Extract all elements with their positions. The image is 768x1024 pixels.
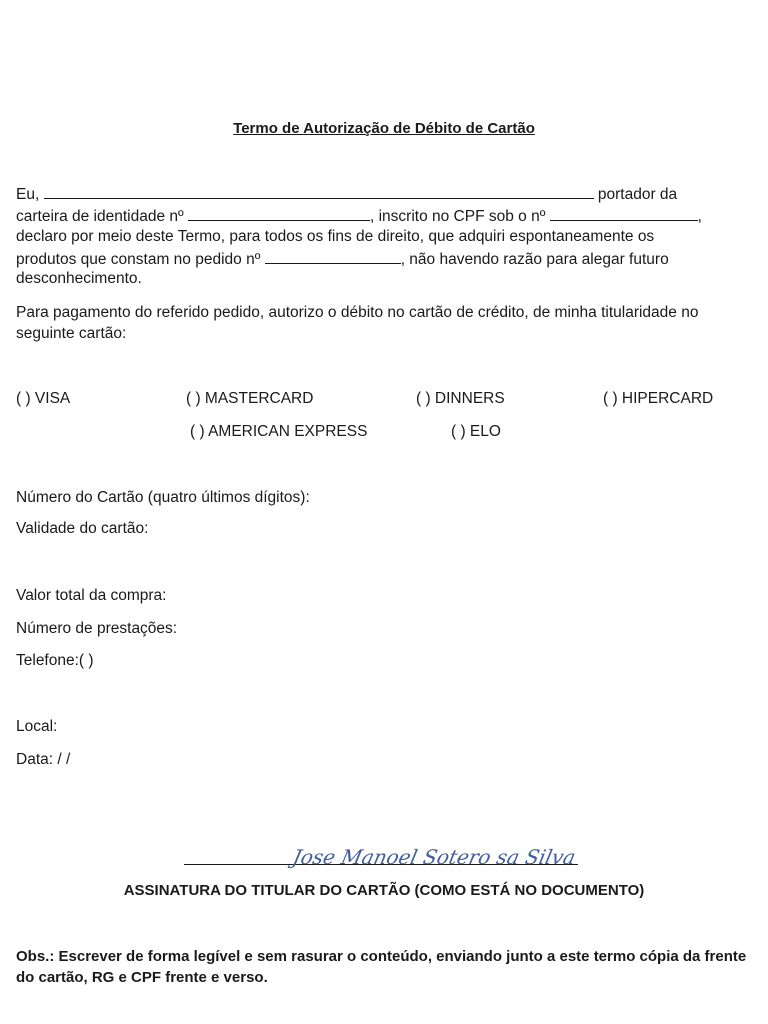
- cpf-blank: [550, 206, 698, 221]
- identity-blank: [188, 206, 370, 221]
- paragraph-2: Para pagamento do referido pedido, autorizo o débito no cartão de crédito, de minha titularidade no seguinte cartão:: [16, 304, 699, 343]
- signature-caption: ASSINATURA DO TITULAR DO CARTÃO (COMO ESTÁ NO DOCUMENTO): [123, 882, 645, 899]
- option-mastercard: ( ) MASTERCARD: [186, 390, 314, 407]
- date-label: Data: / /: [16, 751, 71, 768]
- document-title: Termo de Autorização de Débito de Cartão: [233, 120, 535, 137]
- signature-text: Jose Manoel Sotero sa Silva: [290, 845, 578, 869]
- identity-label: carteira de identidade nº: [16, 208, 184, 225]
- option-elo: ( ) ELO: [451, 423, 501, 440]
- phone-label: Telefone:( ): [16, 652, 94, 669]
- option-hipercard: ( ) HIPERCARD: [603, 390, 714, 407]
- paragraph-1-line-1: [16, 184, 677, 204]
- paragraph-1-line-4: [16, 249, 669, 269]
- validity-label: Validade do cartão:: [16, 520, 149, 537]
- cpf-label: , inscrito no CPF sob o nº: [369, 208, 546, 225]
- option-american-express: ( ) AMERICAN EXPRESS: [190, 423, 368, 440]
- paragraph-1-line-3: declaro por meio deste Termo, para todos os fins de direito, que adquiri espontaneamente os: [16, 228, 655, 245]
- order-tail: , não havendo razão para alegar futuro: [400, 251, 669, 268]
- option-visa: ( ) VISA: [16, 390, 71, 407]
- local-label: Local:: [16, 718, 58, 735]
- eu-label: Eu,: [16, 186, 40, 203]
- handwritten-signature: [290, 834, 578, 874]
- paragraph-1-line-5: desconhecimento.: [16, 270, 142, 287]
- total-label: Valor total da compra:: [16, 587, 167, 604]
- card-number-label: Número do Cartão (quatro últimos dígitos):: [16, 489, 310, 506]
- comma: ,: [697, 208, 702, 225]
- order-label: produtos que constam no pedido nº: [16, 251, 261, 268]
- portador-label: portador da: [597, 186, 678, 203]
- name-blank: [44, 184, 594, 199]
- order-blank: [265, 249, 401, 264]
- paragraph-1-line-2: [16, 206, 702, 226]
- observation-note: Obs.: Escrever de forma legível e sem rasurar o conteúdo, enviando junto a este termo cópia da frente do cartão, RG e CPF frente e verso.: [16, 948, 747, 986]
- installments-label: Número de prestações:: [16, 620, 178, 637]
- option-dinners: ( ) DINNERS: [416, 390, 505, 407]
